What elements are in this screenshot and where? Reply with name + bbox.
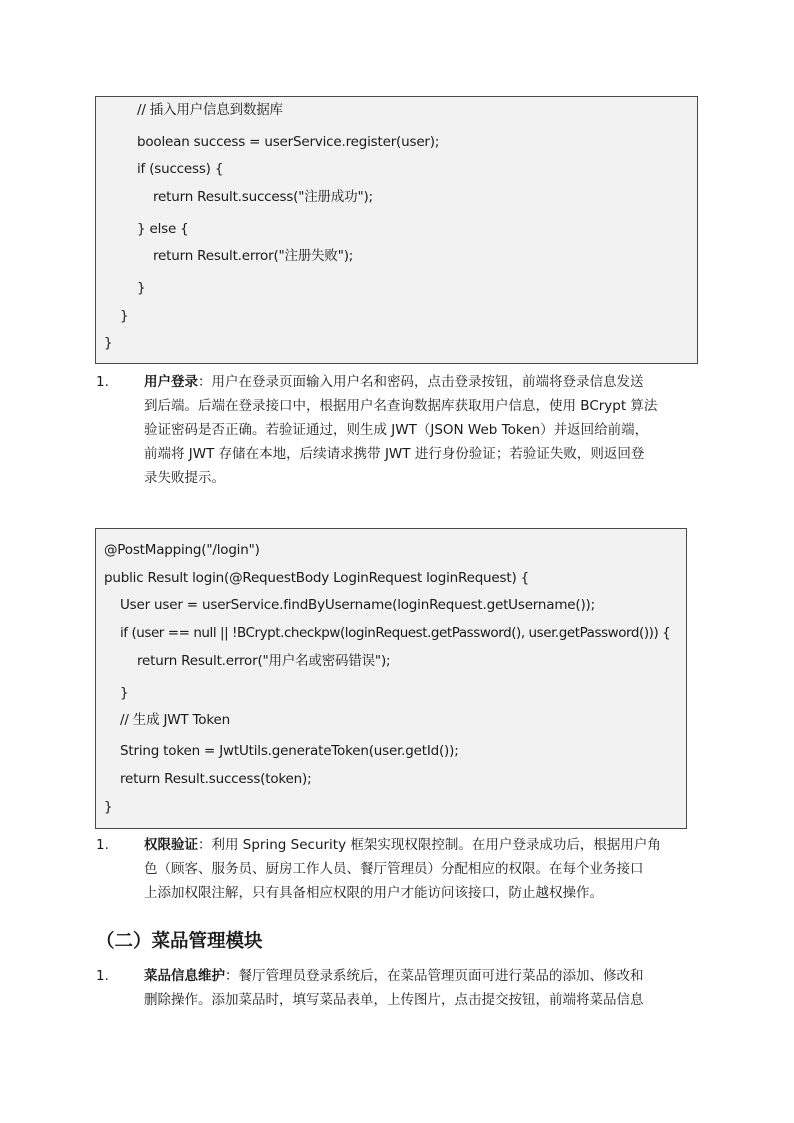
list-line: 验证密码是否正确。若验证通过，则生成 JWT（JSON Web Token）并返回给前端， — [144, 422, 649, 438]
section-heading: （二）菜品管理模块 — [96, 931, 263, 952]
code-line: } — [104, 335, 113, 351]
code-line: } — [104, 799, 113, 815]
list-text — [144, 833, 700, 905]
line-text: 餐厅管理员登录系统后，在菜品管理页面可进行菜品的添加、修改和 — [238, 968, 644, 984]
code-line: @PostMapping("/login") — [104, 542, 260, 558]
code-block-login — [95, 528, 687, 829]
code-line: if (success) { — [137, 161, 224, 177]
code-line: // 插入用户信息到数据库 — [137, 102, 283, 118]
code-line: // 生成 JWT Token — [120, 712, 230, 728]
code-line: } — [137, 280, 146, 296]
list-number: 1. — [96, 968, 109, 984]
term-separator: ： — [198, 837, 212, 853]
list-item-dish-maintenance — [96, 964, 700, 1014]
list-line — [144, 964, 700, 988]
code-line: return Result.success(token); — [120, 771, 312, 787]
list-line: 前端将 JWT 存储在本地，后续请求携带 JWT 进行身份验证；若验证失败，则返回登 — [144, 446, 645, 462]
list-item-permission — [96, 833, 700, 907]
list-term: 菜品信息维护 — [144, 968, 225, 984]
code-line: boolean success = userService.register(user); — [137, 134, 440, 150]
list-line: 删除操作。添加菜品时，填写菜品表单，上传图片，点击提交按钮，前端将菜品信息 — [144, 992, 644, 1008]
line-text: 利用 Spring Security 框架实现权限控制。在用户登录成功后，根据用户角 — [211, 837, 661, 853]
code-line: return Result.error("注册失败"); — [153, 248, 354, 264]
list-term: 权限验证 — [144, 837, 198, 853]
list-term: 用户登录 — [144, 374, 198, 390]
code-line: } — [120, 685, 129, 701]
list-item-user-login — [96, 370, 700, 492]
list-line — [144, 833, 700, 857]
code-line: public Result login(@RequestBody LoginRequest loginRequest) { — [104, 570, 529, 586]
list-number: 1. — [96, 374, 109, 390]
code-line: User user = userService.findByUsername(loginRequest.getUsername()); — [120, 597, 595, 613]
code-line: } — [120, 308, 129, 324]
code-line: } else { — [137, 221, 189, 237]
code-line: if (user == null || !BCrypt.checkpw(loginRequest.getPassword(), user.getPassword())) { — [120, 625, 671, 641]
list-number: 1. — [96, 837, 109, 853]
list-text — [144, 964, 700, 1012]
code-line: return Result.success("注册成功"); — [153, 189, 373, 205]
list-line: 到后端。后端在登录接口中，根据用户名查询数据库获取用户信息，使用 BCrypt 算法 — [144, 398, 658, 414]
term-separator: ： — [225, 968, 239, 984]
list-text — [144, 370, 700, 490]
list-line: 上添加权限注解，只有具备相应权限的用户才能访问该接口，防止越权操作。 — [144, 885, 603, 901]
line-text: 用户在登录页面输入用户名和密码，点击登录按钮，前端将登录信息发送 — [211, 374, 644, 390]
term-separator: ： — [198, 374, 212, 390]
list-line: 色（顾客、服务员、厨房工作人员、餐厅管理员）分配相应的权限。在每个业务接口 — [144, 861, 644, 877]
code-block-register — [95, 96, 698, 364]
code-line: String token = JwtUtils.generateToken(user.getId()); — [120, 743, 459, 759]
list-line — [144, 370, 700, 394]
list-line: 录失败提示。 — [144, 470, 225, 486]
code-line: return Result.error("用户名或密码错误"); — [137, 653, 391, 669]
